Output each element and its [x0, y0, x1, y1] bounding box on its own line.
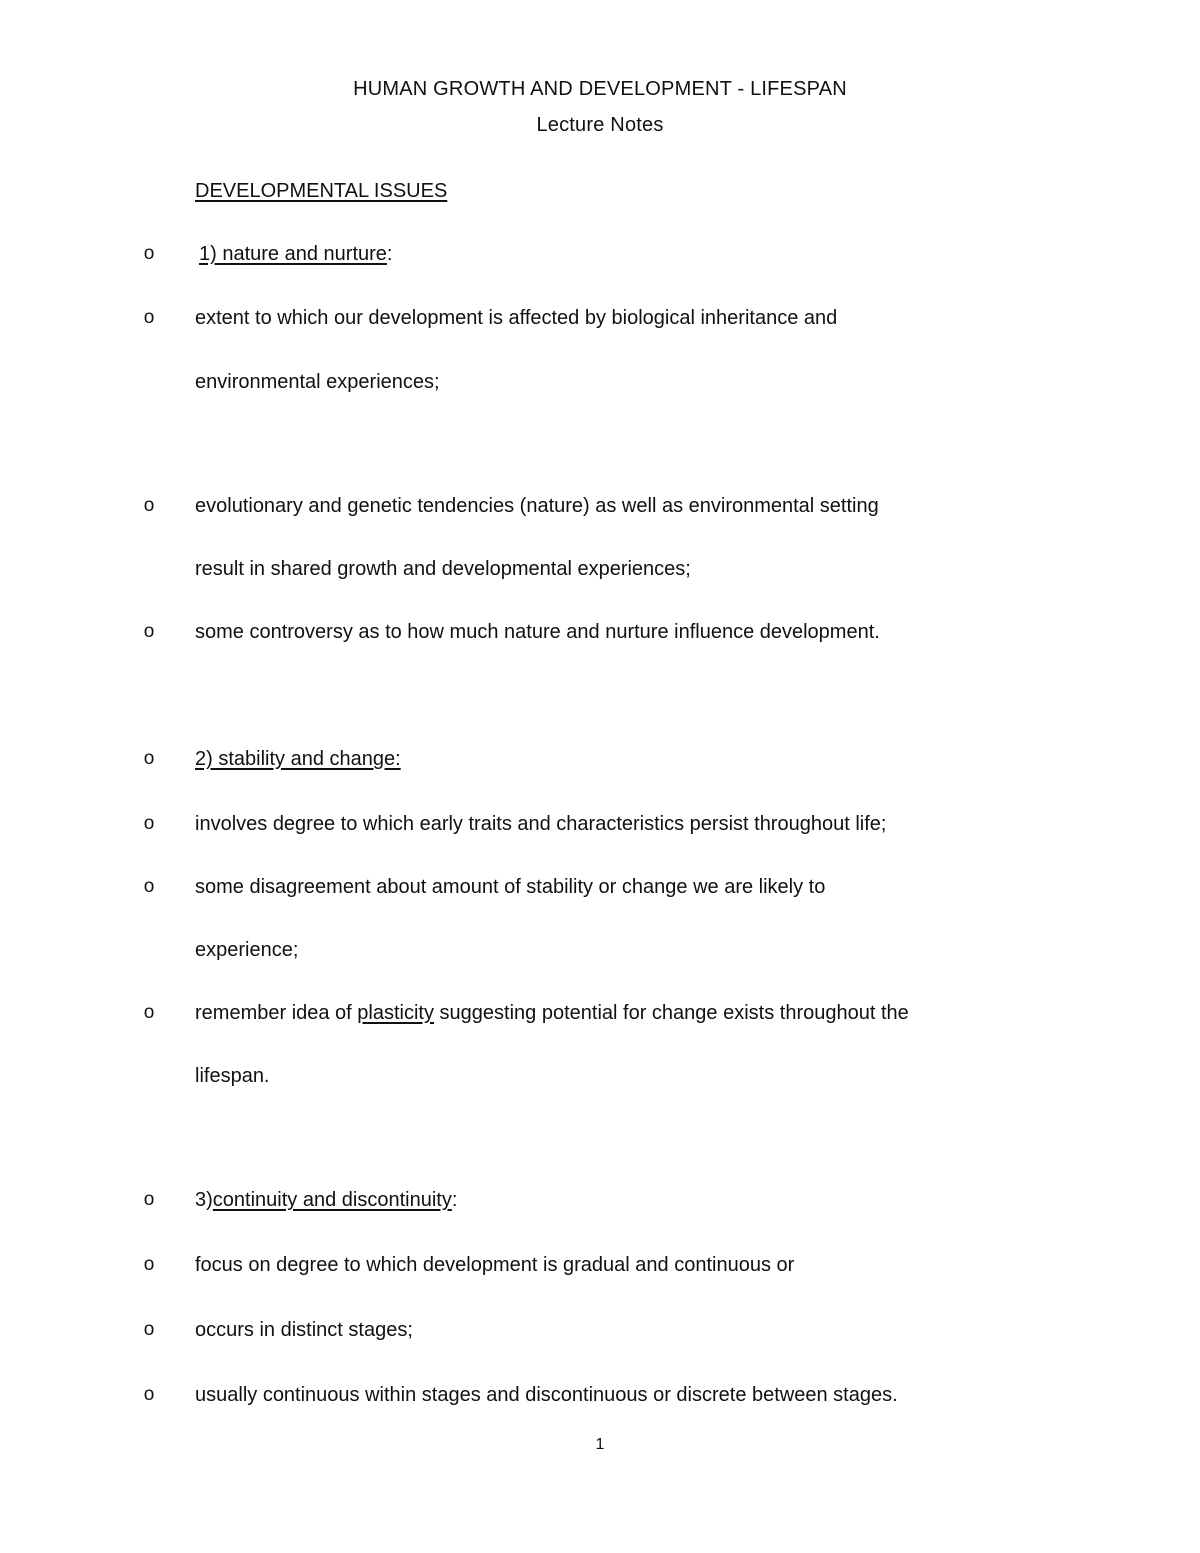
document-title: HUMAN GROWTH AND DEVELOPMENT - LIFESPAN — [353, 78, 847, 100]
list-item-text: lifespan. — [195, 1065, 270, 1087]
bullet-marker: o — [143, 748, 155, 769]
list-item — [0, 1187, 1200, 1213]
list-item — [0, 1382, 1200, 1408]
list-item-text: result in shared growth and developmental experiences; — [195, 558, 691, 580]
bullet-marker: o — [143, 307, 155, 328]
list-item-text — [199, 241, 392, 267]
list-item — [0, 493, 1200, 519]
term-plasticity: plasticity — [357, 1002, 434, 1024]
bullet-marker: o — [143, 1002, 155, 1023]
list-item-text: occurs in distinct stages; — [195, 1319, 413, 1341]
list-item-text: some controversy as to how much nature and nurture influence development. — [195, 621, 880, 643]
punctuation: : — [451, 1189, 458, 1211]
bullet-marker: o — [143, 1254, 155, 1275]
bullet-marker: o — [143, 495, 155, 516]
punctuation: : — [386, 243, 393, 265]
bullet-marker: o — [143, 876, 155, 897]
list-item-text: extent to which our development is affected by biological inheritance and — [195, 307, 838, 329]
bullet-marker: o — [143, 621, 155, 642]
list-item — [0, 619, 1200, 645]
text-segment: remember idea of — [195, 1002, 358, 1024]
list-item — [0, 1000, 1200, 1026]
bullet-marker: o — [143, 243, 155, 264]
list-item-continuation — [0, 556, 1200, 582]
document-subtitle: Lecture Notes — [536, 114, 664, 136]
list-item-text: some disagreement about amount of stability or change we are likely to — [195, 876, 826, 898]
list-item — [0, 1252, 1200, 1278]
bullet-marker: o — [143, 1189, 155, 1210]
list-item-text — [195, 1187, 457, 1213]
list-item-continuation — [0, 369, 1200, 395]
list-item-text: usually continuous within stages and discontinuous or discrete between stages. — [195, 1384, 898, 1406]
section-heading: DEVELOPMENTAL ISSUES — [195, 180, 448, 202]
text-segment: 3) — [195, 1189, 213, 1211]
list-item-text: experience; — [195, 939, 299, 961]
bullet-marker: o — [143, 1384, 155, 1405]
list-item — [0, 874, 1200, 900]
list-item-text: involves degree to which early traits and characteristics persist throughout life; — [195, 813, 887, 835]
list-item-text: environmental experiences; — [195, 371, 440, 393]
list-item — [0, 305, 1200, 331]
list-item-text — [195, 1000, 909, 1026]
list-item-continuation — [0, 1063, 1200, 1089]
list-item-text — [195, 746, 401, 772]
list-item — [0, 1317, 1200, 1343]
list-item-text: evolutionary and genetic tendencies (nature) as well as environmental setting — [195, 495, 879, 517]
list-item-text: focus on degree to which development is gradual and continuous or — [195, 1254, 795, 1276]
bullet-marker: o — [143, 1319, 155, 1340]
list-item — [0, 811, 1200, 837]
text-segment: suggesting potential for change exists throughout the — [434, 1002, 909, 1024]
list-item — [0, 241, 1200, 267]
subheading-nature-nurture: 1) nature and nurture — [199, 243, 387, 265]
subheading-continuity-discontinuity: continuity and discontinuity — [212, 1189, 452, 1211]
bullet-marker: o — [143, 813, 155, 834]
page-number: 1 — [595, 1436, 605, 1453]
subheading-stability-change: 2) stability and change: — [195, 748, 401, 770]
list-item-continuation — [0, 937, 1200, 963]
list-item — [0, 746, 1200, 772]
